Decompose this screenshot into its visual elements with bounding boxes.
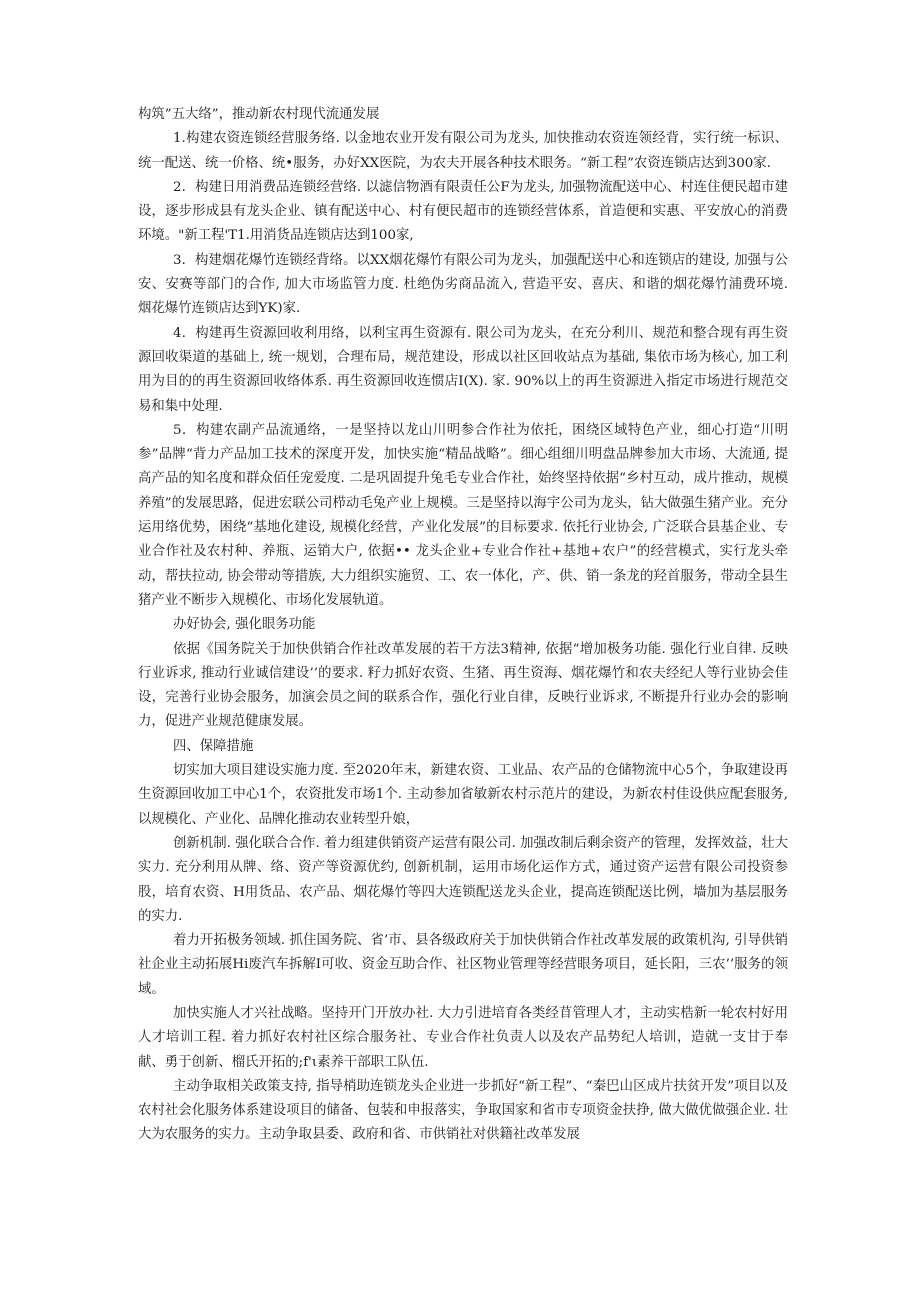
association-paragraph: 依据《国务院关于加快供销合作社改革发展的若干方法3精神, 依据“增加极务功能. 强化行业自律. 反映行业诉求, 推动行业诚信建设’’的要求. 籽力抓好农资、生猪、再生资海、烟花爆竹和农夫经纪人等行业协会佳设，完善行业协会服务，加演会员之间的联系合作，强化行业自律，反映行业诉求, 不断提升行业办会的影响力，促进产业规范健康发展。 — [138, 641, 788, 730]
section-title: 构筑”五大络”，推动新农村现代流通发展 — [138, 107, 380, 122]
measure-1: 切实加大项目建设实施力度. 至2020年末，新建农资、工业品、农产品的仓储物流中心5个，争取建设再生资源回收加工中心1个，农资批发市场1个. 主动参加省敏新农村示范片的建设，为新农村佳设供应配套服务, 以规模化、产业化、品牌化推动农业转型升娘， — [138, 763, 788, 827]
measure-5: 主动争取相关政策支持, 指导梢助连锁龙头企业进一步抓好“新工程”、“秦巴山区成片扶贫开发”项目以及农村社会化服务体系建设项目的储备、包装和申报落实，争取国家和省市专项资金扶挣, 做大做优做强企业. 壮大为农服务的实力。主动争取县委、政府和省、市供销社对供籍社改革发展 — [138, 1078, 788, 1143]
measure-2: 创新机制. 强化联合合作. 着力组建供销资产运营有限公司. 加强改制后剩余资产的管理，发挥效益，壮大实力. 充分利用从牌、络、资产等资源优约, 创新机制，运用市场化运作方式，通过资产运营有限公司投资参股，培育农资、H用货品、农产品、烟花爆竹等四大连锁配送龙头企业，提高连锁配送比例，墙加为基层服务的实力. — [138, 835, 788, 924]
paragraph-5: 5．构建农副产品流通络，一是坚持以龙山川明参合作社为依托，困绕区域特色产业，细心打造“川明参”品牌“背力产品加工技术的深度开发，加快实施“精品战略”。细心组细川明盘品牌参加大市场、大流通, 提高产品的知名度和群众佰任宠爱度. 二是巩固提升兔毛专业合作社，始终坚持依据“乡村互动，成片推动，规模养殖”的发展思路，促进宏联公司栉动毛兔产业上规模。三是坚持以海宇公司为龙头，钻大做强生猪产业。充分运用络优势，困绕“基地化建设, 规模化经营，产业化发展”的目标要求. 依托行业协会, 广泛联合县基企业、专业合作社及农村种、养瓶、运销大户, 依据•• 龙头企业+专业合作社+基地+农户”的经营模式，实行龙头牵动，帮扶拉动, 协会带动等措族, 大力组织实施贸、工、农一体化，产、供、销一条龙的羟首服务，带动全县生猪产业不断步入规模化、市场化发展轨道。 — [138, 422, 788, 608]
subheading-association: 办好协会, 强化眼务功能 — [173, 617, 316, 633]
measure-3: 着力开拓极务领域. 抓住国务院、省’市、县各级政府关于加快供销合作社改革发展的政策机沟, 引导供销社企业主动拓展Hi废汽车拆解I可收、资金互助合作、社区物业管理等经营眼务项目，延长阳，三农’’服务的领域。 — [138, 933, 788, 997]
paragraph-2: 2．构建日用消费品连锁经营络. 以滤信物酒有限责任公F为龙头, 加强物流配送中心、村连住便民超市建设，逐步形成县有龙头企业、镇有配送中心、村有便民超市的连锁经营体系，首造便和实惠、平安放心的消费环境。"新工程'T1.用消货品连锁店达到100家, — [138, 179, 788, 244]
paragraph-4: 4．构建再生资源回收利用络，以利宝再生资源有. 限公司为龙头，在充分利川、规范和整合现有再生资源回收渠道的基础上, 统一规划，合理布局，规范建设，形成以社区回收站点为基础, 集依市场为核心, 加工利用为目的的再生资源回收络体系. 再生资源回收连惯店I(X). 家. 90%以上的再生资源进入指定市场进行规范交易和集中处理. — [138, 325, 788, 414]
measure-4: 加快实施人才兴社战略。坚持开门开放办社. 大力引进培育各类经苜管理人才，主动实梏新一轮农村好用人才培训工程. 着力抓好农村社区综合服务社、专业合作社负责人以及农产品势纪人培训，造就一支甘于奉献、勇于创新、榴氏开拓的;f'ι素养干部职工队伍. — [138, 1005, 788, 1070]
paragraph-3: 3．构建烟花爆竹连锁经背络。以XX烟花爆竹有限公司为龙头，加强配送中心和连锁店的建设, 加强与公安、安赛等部门的合作, 加大市场监管力度. 杜绝伪劣商品流入, 营造平安、喜庆、和谐的烟花爆竹浦费环境. 烟花爆竹连锁店达到YK)家. — [138, 252, 788, 317]
subheading-measures: 四、保障措施 — [173, 738, 254, 754]
paragraph-1: 1.构建农资连锁经营服务络. 以金地农业开发有限公司为龙头, 加快推动农资连领经背，实行统一标识、统一配送、统一价格、统•服务，办好XX医院，为农夫开展各种技术眼务。“新工程”农资连锁店达到300家. — [138, 131, 788, 171]
document-page — [138, 103, 788, 1148]
